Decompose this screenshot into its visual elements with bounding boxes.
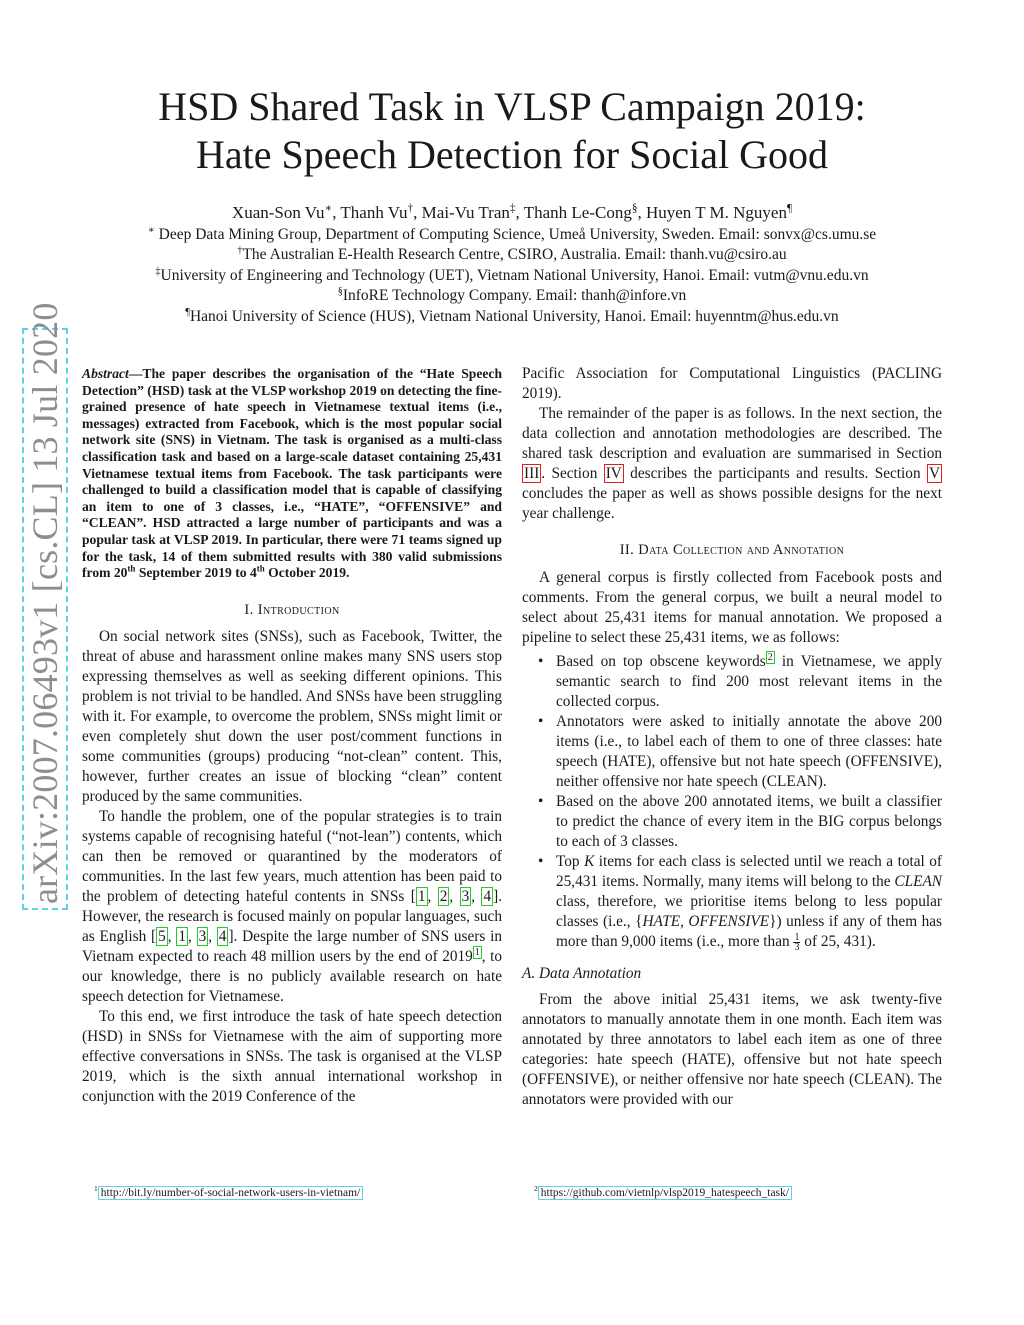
subsection-heading-data-annotation: A. Data Annotation — [522, 965, 642, 982]
footnote-2: $^2$ https://github.com/vietnlp/vlsp2019_hatespeech_task/ — [534, 1186, 792, 1200]
affiliation-5: ¶Hanoi University of Science (HUS), Vietnam National University, Hanoi. Email: huyenntm@hus.edu.vn — [185, 306, 839, 325]
introduction-body — [82, 627, 502, 1107]
affiliation-4: §InfoRE Technology Company. Email: thanh@infore.vn — [337, 285, 687, 304]
section-link[interactable]: IV — [605, 465, 622, 482]
paragraph: Pacific Association for Computational Linguistics (PACLING 2019). — [522, 365, 942, 402]
citation-link[interactable]: 4 — [483, 887, 492, 905]
section-link[interactable]: V — [928, 465, 940, 482]
footnote-url-link[interactable]: http://bit.ly/number-of-social-network-users-in-vietnam/ — [98, 1186, 363, 1200]
list-item: • Top K items for each class is selected until we reach a total of 25,431 items. Normally, many items will belong to the CLEAN class, therefore, we prioritise items belong to less popular classes (i.e., {HATE, OFFENSIVE}) unless if any of them has more than 9,000 items (i.e., more than $\frac{1}{3}$ of 25, 431). — [538, 853, 942, 953]
footnote-url-link[interactable]: https://github.com/vietnlp/vlsp2019_hatespeech_task/ — [538, 1186, 792, 1200]
paper-title-line-1: HSD Shared Task in VLSP Campaign 2019: — [158, 84, 866, 129]
author-name: Thanh Vu — [340, 203, 408, 222]
citation-link[interactable]: 3 — [461, 887, 470, 905]
affiliation-2: †The Australian E-Health Research Centre, CSIRO, Australia. Email: thanh.vu@csiro.au — [237, 244, 787, 263]
paragraph: To this end, we first introduce the task of hate speech detection (HSD) in SNSs for Vietnamese with the aim of supporting more effective conversations in SNSs. The task is organised at the VLSP 2019, which is the sixth annual international workshop in conjunction with the 2019 Conference of the — [82, 1007, 502, 1105]
section-heading-data-collection: II. Data Collection and Annotation — [619, 542, 845, 558]
citation-link[interactable]: 3 — [198, 927, 207, 945]
affiliation-3: ‡University of Engineering and Technology (UET), Vietnam National University, Hanoi. Email: vutm@vnu.edu.vn — [155, 265, 869, 284]
list-item: • Based on top obscene keywords $^2$ in Vietnamese, we apply semantic search to find 200 most relevant items in the collected corpus. — [538, 651, 942, 710]
right-column — [522, 364, 942, 1110]
left-column — [82, 366, 502, 1107]
author-name: Huyen T M. Nguyen — [645, 203, 787, 222]
list-item: • Annotators were asked to initially annotate the above 200 items (i.e., to label each of them to one of three classes: hate speech (HATE), offensive but not hate speech (OFFENSIVE), neither offensive nor hate speech (CLEAN). — [538, 713, 942, 790]
citation-link[interactable]: 4 — [218, 927, 227, 945]
citation-link[interactable]: 1 — [178, 927, 186, 945]
pipeline-list — [522, 652, 942, 952]
author-list: Xuan-Son Vu∗, Thanh Vu†, Mai-Vu Tran‡, Thanh Le-Cong§, Huyen T M. Nguyen¶ — [231, 202, 793, 222]
author-name: Xuan-Son Vu — [231, 203, 325, 222]
paragraph: To handle the problem, one of the popular strategies is to train systems capable of recognising hateful (“not-lean”) contents, which can then be removed or quarantined by the moderators of communities. In the last few years, much attention has been paid to the problem of detecting hateful contents in SNSs [ 1 , 2 , 3 , 4 ]. However, the research is focused mainly on popular languages, such as English [ 5 , 1 , 3 , 4 ]. Despite the large number of SNS users in Vietnam expected to reach 48 million users by the end of 2019 $^1$ , to our knowledge, there is no publicly available research on hate speech detection for Vietnamese. — [82, 807, 503, 1005]
footnote-link[interactable]: 1 — [474, 946, 480, 958]
paragraph: A general corpus is firstly collected from Facebook posts and comments. From the general corpus, we built a neural model to select about 25,431 items for manual annotation. We proposed a pipeline to select these 25,431 items, we as follows: — [522, 569, 942, 646]
paragraph: From the above initial 25,431 items, we ask twenty-five annotators to manually annotate them in one month. Each item was annotated by three annotators to label each item as one of three categories: hate speech (HATE), offensive but not hate speech (OFFENSIVE), or neither offensive nor hate speech (CLEAN). The annotators were provided with our — [522, 991, 942, 1108]
author-name: Thanh Le-Cong — [523, 203, 632, 222]
citation-link[interactable]: 2 — [439, 887, 448, 905]
citation-link[interactable]: 1 — [417, 887, 426, 905]
paragraph: The remainder of the paper is as follows. In the next section, the data collection and annotation methodologies are described. The shared task description and evaluation are summarised in Section III . Section IV describes the participants and results. Section V concludes the paper as well as shows possible designs for the next year challenge. — [522, 405, 942, 522]
list-item: • Based on the above 200 annotated items, we built a classifier to predict the chance of every item in the BIG corpus belongs to each of 3 classes. — [538, 793, 942, 850]
footnote-link[interactable]: 2 — [767, 651, 773, 663]
footnote-1: $^1$ http://bit.ly/number-of-social-network-users-in-vietnam/ — [94, 1186, 363, 1200]
affiliation-1: ∗ Deep Data Mining Group, Department of Computing Science, Umeå University, Sweden. Email: sonvx@cs.umu.se — [147, 224, 877, 243]
author-name: Mai-Vu Tran — [421, 203, 510, 222]
section-heading-introduction: I. Introduction — [244, 601, 340, 618]
citation-link[interactable]: 5 — [158, 927, 166, 945]
section-link[interactable]: III — [524, 465, 540, 482]
arxiv-stamp: arXiv:2007.06493v1 [cs.CL] 13 Jul 2020 — [25, 302, 65, 904]
abstract: Abstract—The paper describes the organisation of the “Hate Speech Detection” (HSD) task at the VLSP workshop 2019 on detecting the fine-grained presence of hate speech in Vietnamese textual items (i.e., messages) extracted from Facebook, which is the most popular social network site (SNS) in Vietnam. The task is organised as a multi-class classification task and based on a large-scale dataset containing 25,431 Vietnamese textual items from Facebook. The task participants were challenged to build a classification model that is capable of classifying an item to one of 3 classes, i.e., “HATE”, “OFFENSIVE” and “CLEAN”. HSD attracted a large number of participants and was a popular task at VLSP 2019. In particular, there were 71 teams signed up for the task, 14 of them submitted results with 380 valid submissions from 20th September 2019 to 4th October 2019. — [82, 366, 503, 581]
fraction: $\frac{1}{3}$ — [794, 931, 800, 953]
paper-title-line-2: Hate Speech Detection for Social Good — [195, 132, 828, 177]
paragraph: On social network sites (SNSs), such as Facebook, Twitter, the threat of abuse and harassment online makes many SNS users stop expressing themselves as well as seeking different opinions. This problem is not trivial to be handled. And SNSs have been struggling with it. For example, to overcome the problem, SNSs might limit or even completely shut down the user post/comment functions in some communities (groups) producing “not-clean” content. This, however, further creates an issue of blocking “clean” content produced by the same communities. — [82, 627, 502, 805]
